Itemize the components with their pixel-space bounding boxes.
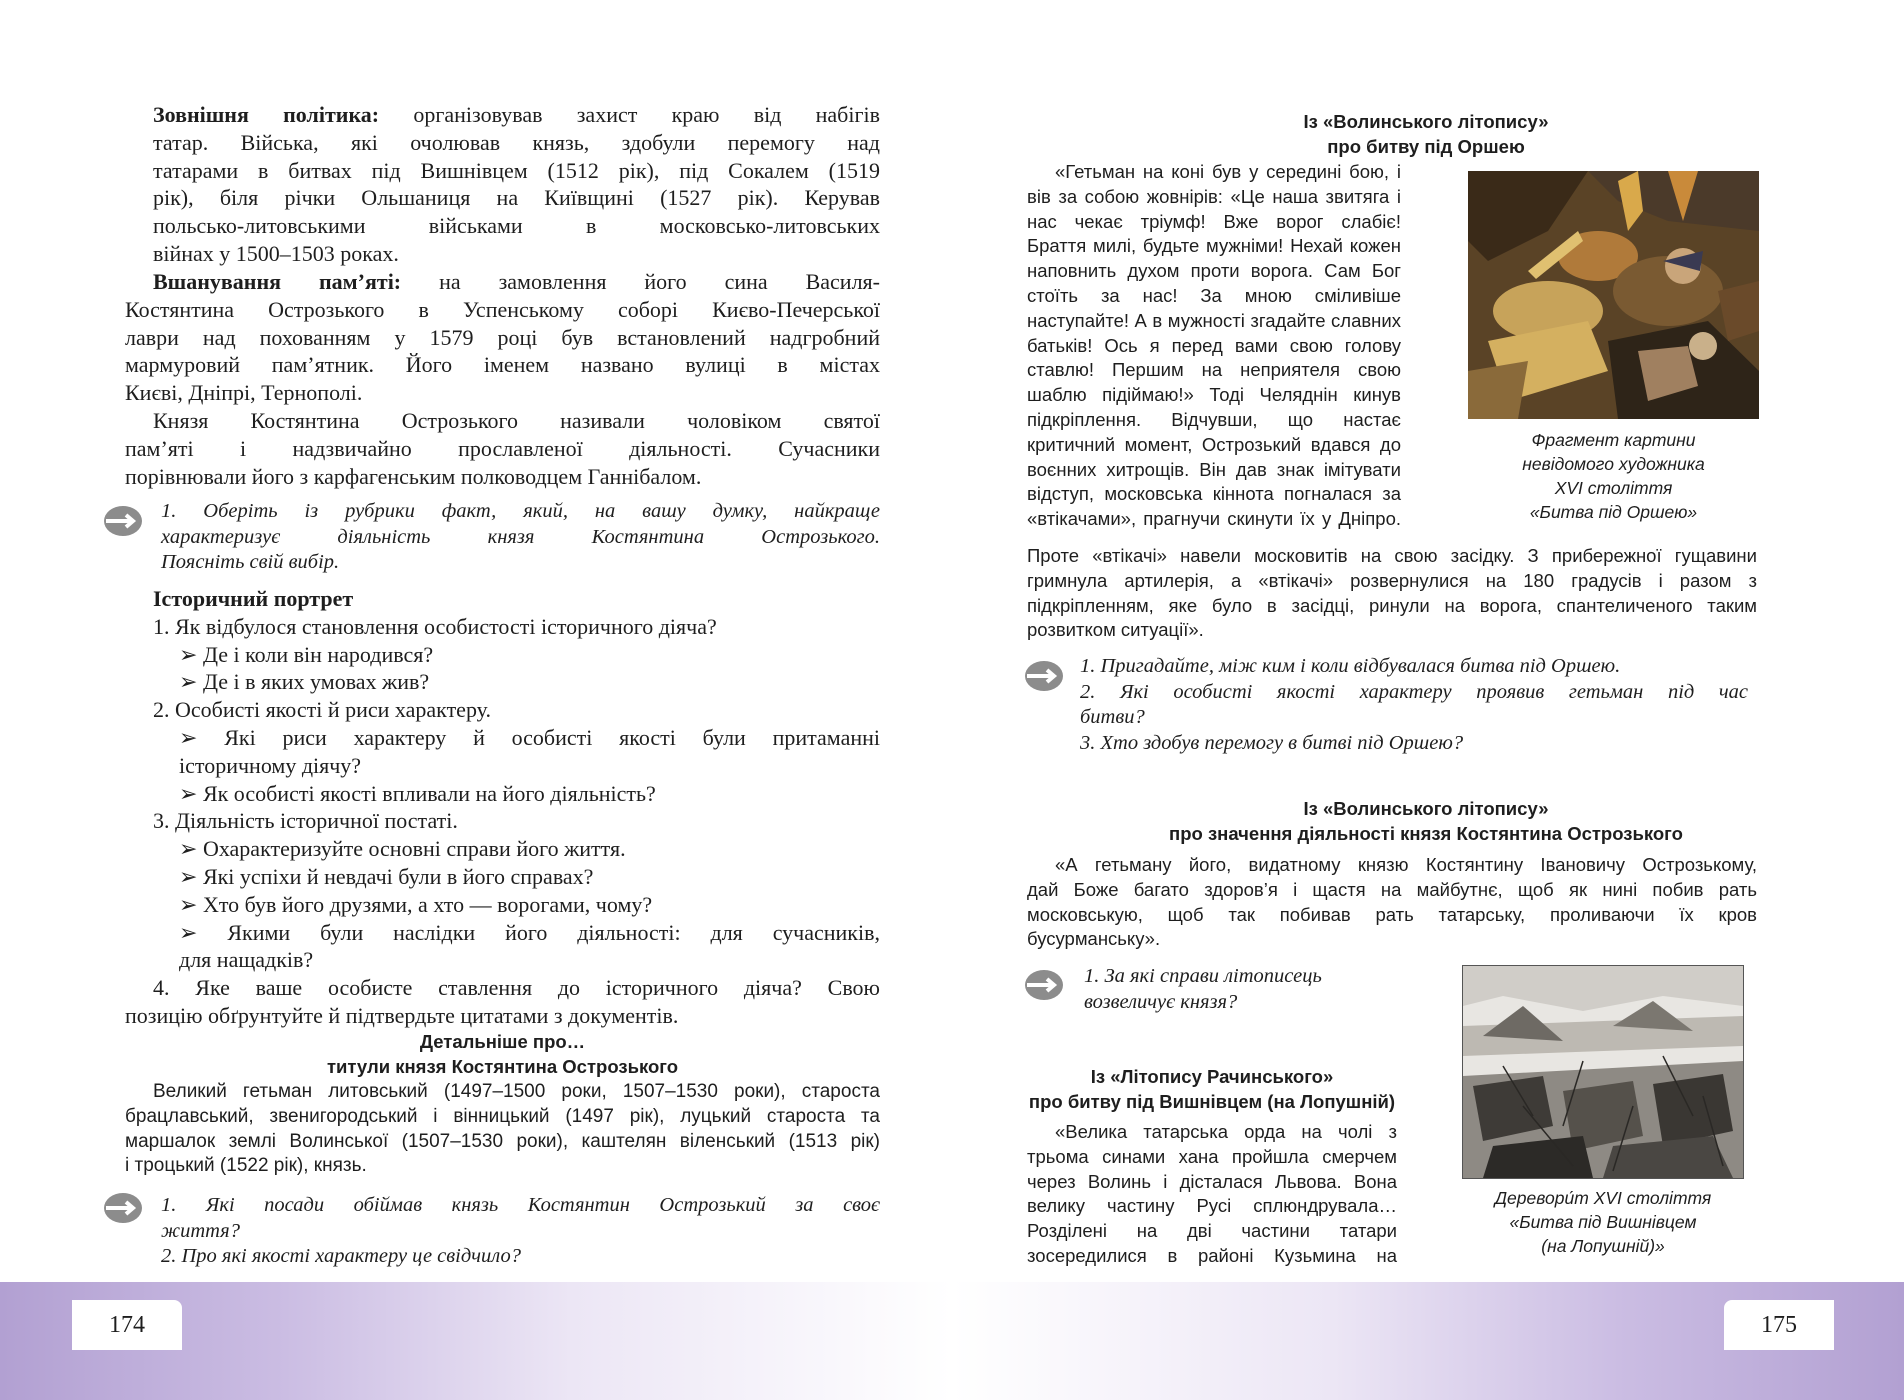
portrait-bullet: ➢ Які успіхи й невдачі були в його справах? (153, 863, 880, 891)
source1-text: «Гетьман на коні був у середині бою, і вів за собою жовнірів: «Це наша звитяга і нас чекає тріумф! Вже ворог слабіє! Браття милі, будьте мужніми! Нехай кожен наповнить духом проти ворога. Сам Бог стоїть за нас! За мною сміливіше наступайте! А в мужності згадайте славних батьків! Ось я перед вами свою голову ставлю! Першим на неприятеля свою шаблю підіймаю!» Тоді Челяднін кинув підкріплення. Відчувши, що настає критичний момент, Острозький вдався до воєнних хитрощів. Він дав знак імітувати відступ, московська кіннота погналася за «втікачами», прагнучи скинути їх у Дніпро. (1027, 161, 1401, 530)
question-block-1: 1. Оберіть із рубрики факт, який, на вашу думку, найкраще характеризує діяльність князя Костянтина Острозького. Поясніть свій вибір. (161, 500, 880, 573)
source2-text: «А гетьману його, видатному князю Костянтину Івановичу Острозькому, дай Боже багато здоров’я і щастя на майбутнє, щоб як нині побив рать московськую, щоб так побивав рать татарську, проливаючи їх кров бусурманську». (1027, 854, 1757, 950)
detail-text: Великий гетьман литовський (1497–1500 роки, 1507–1530 роки), староста брацлавський, звенигородський і вінницький (1497 рік), луцький староста та маршалок землі Волинської (1507–1530 роки), каштелян віленський (1513 рік) і троцький (1522 рік), князь. (125, 1081, 880, 1177)
portrait-title: Історичний портрет (153, 586, 354, 611)
source2-title: Із «Волинського літопису» про значення діяльності князя Костянтина Острозького (1169, 798, 1683, 844)
memory-lead: Вшанування пам’яті: (153, 269, 402, 294)
portrait-bullet: ➢ Якими були наслідки його діяльності: для сучасників, (153, 919, 880, 947)
portrait-bullet: ➢ Які риси характеру й особисті якості були притаманні (153, 724, 880, 752)
question-block-3: 1. Пригадайте, між ким і коли відбувалася битва під Оршею. 2. Які особисті якості характеру проявив гетьман під час битви? 3. Хто здобув перемогу в битві під Оршею? (1080, 655, 1748, 754)
portrait-item-4: 4. Яке ваше особисте ставлення до історичного діяча? Свою (153, 975, 880, 1001)
source3-title: Із «Літопису Рачинського» про битву під Вишнівцем (на Лопушній) (1028, 1066, 1396, 1112)
memory-paragraph: Вшанування пам’яті: на замовлення його сина Василя- Костянтина Острозького в Успенському соборі Києво-Печерської лаври над похованням у 1579 році був встановлений надгробний мармуровий пам’ятник. Його іменем названо вулиці в містах Києві, Дніпрі, Тернополі. (125, 269, 881, 406)
orsha-painting (1468, 171, 1759, 419)
foreign-policy-lead: Зовнішня політика: (153, 102, 380, 127)
question-block-4: 1. За які справи літописець возвеличує князя? (1084, 965, 1322, 1013)
painting-caption: Фрагмент картини невідомого художника XVI століття «Битва під Оршею» (1522, 430, 1705, 522)
portrait-bullet: ➢ Де і коли він народився? (153, 641, 880, 669)
question-block-2: 1. Які посади обіймав князь Костянтин Острозький за своє життя? 2. Про які якості характеру це свідчило? (161, 1194, 880, 1267)
page-number: 174 (72, 1300, 182, 1350)
question-arrow-icon (1023, 968, 1065, 1002)
historical-portrait: Історичний портрет 1. Як відбулося становлення особистості історичного діяча? ➢ Де і коли він народився? ➢ Де і в яких умовах жив? 2. Особисті якості й риси характеру. ➢ Які риси характеру й особисті якості були притаманні історичному діячу? ➢ Як особисті якості впливали на його діяльність? 3. Діяльність історичної постаті. ➢ Охарактеризуйте основні справи його життя. ➢ Які успіхи й невдачі були в його справах? ➢ Хто був його друзями, а хто — ворогами, чому? ➢ Якими були наслідки його діяльності: для сучасників, для нащадків? 4. Яке ваше особисте ставлення до історичного діяча? Свою (153, 585, 880, 1002)
portrait-item-1: 1. Як відбулося становлення особистості історичного діяча? (153, 613, 717, 639)
source3-text: «Велика татарська орда на чолі з трьома синами хана пройшла смерчем через Волинь і дісталася Львова. Вона велику частину Русі сплюндрувала… Розділені на дві частини татари зосередилися в районі Кузьмина на (1027, 1121, 1397, 1266)
portrait-bullet: ➢ Як особисті якості впливали на його діяльність? (153, 780, 880, 808)
right-page (952, 0, 1904, 1400)
detail-title: Детальніше про… титули князя Костянтина Острозького (326, 1031, 679, 1077)
foreign-policy-paragraph: Зовнішня політика: організовував захист краю від набігів татар. Війська, які очолював князь, здобули перемогу над татарами в битвах під Вишнівцем (1512 рік), під Сокалем (1519 рік), біля річки Ольшаниця на Київщині (1527 рік). Керував польсько-литовськими військами в московсько-литовських війнах у 1500–1503 роках. (153, 102, 881, 266)
portrait-item-3: 3. Діяльність історичної постаті. (153, 808, 458, 834)
woodcut-caption: Деревори́т XVI століття «Битва під Вишнівцем (на Лопушній)» (1494, 1188, 1712, 1256)
portrait-item-2: 2. Особисті якості й риси характеру. (153, 697, 491, 723)
question-arrow-icon (102, 504, 144, 538)
question-arrow-icon (1023, 659, 1065, 693)
page-number: 175 (1724, 1300, 1834, 1350)
source1-title: Із «Волинського літопису» про битву під Оршею (1303, 111, 1549, 157)
portrait-bullet: ➢ Де і в яких умовах жив? (153, 668, 880, 696)
nickname-paragraph: Князя Костянтина Острозького називали чоловіком святої пам’яті і надзвичайно прославленої діяльності. Сучасники порівнювали його з карфагенським полководцем Ганнібалом. (125, 408, 880, 489)
vyshnivets-woodcut (1462, 965, 1744, 1179)
portrait-bullet: ➢ Хто був його друзями, а хто — ворогами, чому? (153, 891, 880, 919)
left-page: Зовнішня політика: організовував захист краю від набігів татар. Війська, які очолював князь, здобули перемогу над татарами в битвах під Вишнівцем (1512 рік), під Сокалем (1519 рік), біля річки Ольшаниця на Київщині (1527 рік). Керував польсько-литовськими військами в московсько-литовських війнах у 1500–1503 роках. Вшанування пам’яті: на замовлення його сина Василя- Костянтина Острозького в Успенському соборі Києво-Печерської лаври над похованням у 1579 році був встановлений надгробний мармуровий пам’ятник. Його іменем названо вулиці в містах Києві, Дніпрі, Тернополі. Князя Костянтина Острозького називали чоловіком святої пам’яті і надзвичайно прославленої діяльності. Сучасники порівнювали його з карфагенським полководцем Ганнібалом. 1. Оберіть із рубрики факт, який, на вашу думку, найкраще характеризує діяльність князя Костянтина Острозького. Поясніть свій вибір. Історичний портрет 1. Як відбулося становлення особистості історичного діяча? ➢ Де і коли він народився? ➢ Де і в яких умовах жив? 2. Особисті якості й риси характеру. ➢ Які риси характеру й особисті якості були притаманні історичному діячу? ➢ Як особисті якості впливали на його діяльність? 3. Діяльність історичної постаті. ➢ Охарактеризуйте основні справи його життя. ➢ Які успіхи й невдачі були в його справах? ➢ Хто був його друзями, а хто — ворогами, чому? ➢ Якими були наслідки його діяльності: для сучасників, для нащадків? 4. Яке ваше особисте ставлення до історичного діяча? Свою позицію обґрунтуйте й підтвердьте цитатами з документів. Детальніше про… титули князя Костянтина Острозького Великий гетьман литовський (1497–1500 роки, 1507–1530 роки), староста брацлавський, звенигородський і вінницький (1497 рік), луцький староста та маршалок землі Волинської (1507–1530 роки), каштелян віленський (1513 рік) і троцький (1522 рік), князь. 1. Які посади обіймав князь Костянтин Острозький за своє життя? 2. Про які якості характеру це свідчило? 174 (0, 0, 952, 1400)
source1-text-continued: Проте «втікачі» навели московитів на свою засідку. З прибережної гущавини гримнула артилерія, а «втікачі» розвернулися на 180 градусів і разом з підкріпленням, яке було в засідці, ринули на ворога, спантеличеного таким розвитком ситуації». (1027, 545, 1757, 641)
portrait-bullet: ➢ Охарактеризуйте основні справи його життя. (153, 835, 880, 863)
question-arrow-icon (102, 1191, 144, 1225)
